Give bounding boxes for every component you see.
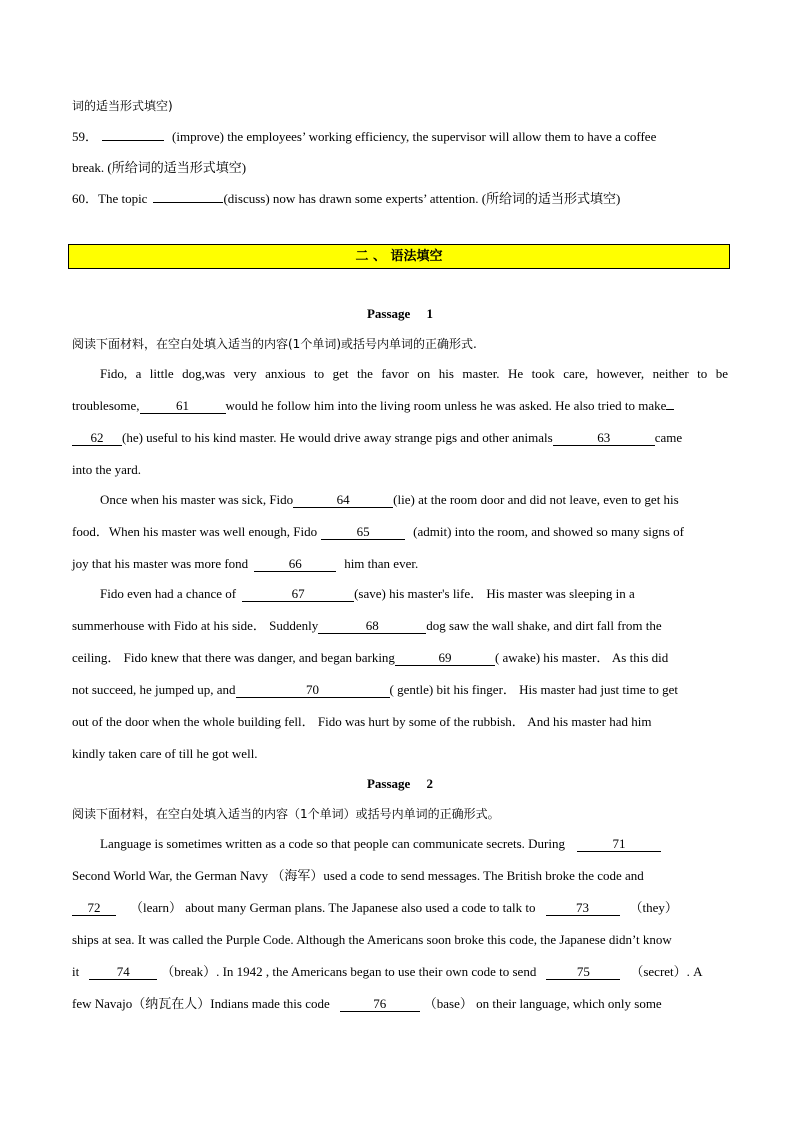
passage1-line: into the yard. bbox=[72, 462, 141, 477]
passage1-line: joy that his master was more fond 66 him than ever. bbox=[72, 556, 419, 571]
answer-blank-68[interactable]: 68 bbox=[318, 618, 426, 634]
answer-blank-63[interactable]: 63 bbox=[553, 430, 655, 446]
answer-blank-74[interactable]: 74 bbox=[89, 964, 157, 980]
section-title-banner: 二 、 语法填空 bbox=[68, 244, 730, 269]
passage2-line: Second World War, the German Navy （海军）used a code to send messages. The British broke the code and bbox=[72, 868, 644, 883]
answer-blank-64[interactable]: 64 bbox=[293, 492, 393, 508]
passage1-instruction: 阅读下面材料，在空白处填入适当的内容(1个单词)或括号内单词的正确形式. bbox=[72, 337, 477, 351]
passage1-title: Passage 1 bbox=[366, 306, 434, 321]
passage1-line: Fido even had a chance of 67 (save) his master's life． His master was sleeping in a bbox=[100, 586, 635, 601]
passage1-line: troublesome, 61 would he follow him into the living room unless he was asked. He also tried to make bbox=[72, 397, 674, 415]
passage1-line: Fido, a little dog,was very anxious to get the favor on his master. He took care, however, neither to be bbox=[100, 366, 728, 381]
passage1-line: summerhouse with Fido at his side． Suddenly 68 dog saw the wall shake, and dirt fall from the bbox=[72, 618, 662, 633]
passage2-line: 72 （learn） about many German plans. The Japanese also used a code to talk to 73 （they） bbox=[72, 899, 678, 917]
answer-blank-72[interactable]: 72 bbox=[72, 900, 116, 916]
answer-blank-60[interactable] bbox=[153, 202, 223, 203]
answer-blank-62[interactable]: 62 bbox=[72, 430, 122, 446]
passage1-line: out of the door when the whole building fell． Fido was hurt by some of the rubbish． And his master had him bbox=[72, 714, 652, 729]
answer-blank-71[interactable]: 71 bbox=[577, 836, 661, 852]
passage1-line: kindly taken care of till he got well. bbox=[72, 746, 258, 761]
answer-blank-59[interactable] bbox=[102, 140, 164, 141]
question-59: 59． (improve) the employees’ working efficiency, the supervisor will allow them to have a coffee bbox=[72, 129, 657, 144]
passage2-title: Passage 2 bbox=[366, 776, 434, 791]
passage2-line: few Navajo（纳瓦在人）Indians made this code 76 （base） on their language, which only some bbox=[72, 996, 662, 1011]
passage1-line: Once when his master was sick, Fido 64 (lie) at the room door and did not leave, even to get his bbox=[100, 492, 679, 507]
q58-tail: 词的适当形式填空) bbox=[72, 99, 173, 113]
passage1-line: ceiling． Fido knew that there was danger, and began barking 69 ( awake) his master． As this did bbox=[72, 650, 669, 665]
answer-blank-65[interactable]: 65 bbox=[321, 524, 405, 540]
passage1-line: not succeed, he jumped up, and 70 ( gentle) bit his finger． His master had just time to get bbox=[72, 682, 679, 697]
passage1-line: food．When his master was well enough, Fido 65 (admit) into the room, and showed so many signs of bbox=[72, 524, 684, 539]
question-60: 60．The topic (discuss) now has drawn some experts’ attention. (所给词的适当形式填空) bbox=[72, 191, 621, 206]
answer-blank-73[interactable]: 73 bbox=[546, 900, 620, 916]
passage1-line: 62 (he) useful to his kind master. He would drive away strange pigs and other animals 63 came bbox=[72, 429, 682, 447]
answer-blank-76[interactable]: 76 bbox=[340, 996, 420, 1012]
question-59-line2: break. (所给词的适当形式填空) bbox=[72, 160, 247, 175]
passage2-line: ships at sea. It was called the Purple Code. Although the Americans soon broke this code, the Japanese didn’t know bbox=[72, 932, 672, 947]
passage2-instruction: 阅读下面材料，在空白处填入适当的内容（1个单词）或括号内单词的正确形式。 bbox=[72, 807, 500, 821]
passage2-line: Language is sometimes written as a code so that people can communicate secrets. During 71 bbox=[100, 835, 661, 853]
passage2-line: it 74 （break）. In 1942 , the Americans began to use their own code to send 75 （secret）. A bbox=[72, 964, 703, 979]
answer-blank-66[interactable]: 66 bbox=[254, 556, 336, 572]
answer-blank-69[interactable]: 69 bbox=[395, 650, 495, 666]
answer-blank-67[interactable]: 67 bbox=[242, 586, 354, 602]
answer-blank-62-lead bbox=[666, 409, 674, 410]
answer-blank-61[interactable]: 61 bbox=[140, 398, 226, 414]
answer-blank-75[interactable]: 75 bbox=[546, 964, 620, 980]
answer-blank-70[interactable]: 70 bbox=[236, 682, 390, 698]
